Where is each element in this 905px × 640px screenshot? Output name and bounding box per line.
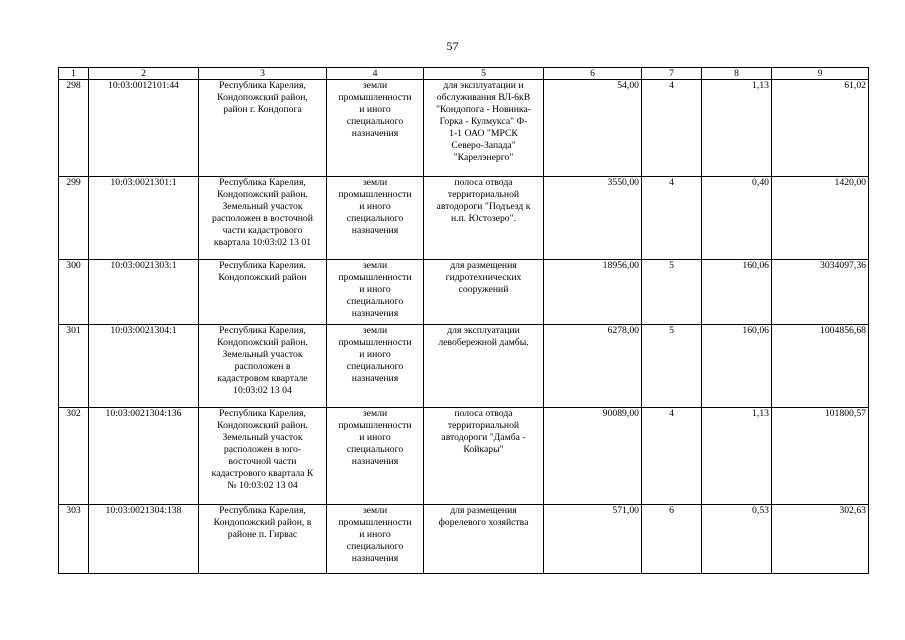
- land-category-cell: земли промышленности и иного специального назначения: [327, 408, 424, 505]
- area-cell: 3550,00: [544, 177, 642, 260]
- permitted-use-cell: для эксплуатации и обслуживания ВЛ-6кВ "Кондопога - Новинка- Горка - Кулмукса" Ф- 1-1 ОАО "МРСК Северо-Запада" "Карелэнерго": [424, 80, 544, 177]
- location-cell: Республика Карелия, Кондопожский район, в районе п. Гирвас: [199, 505, 327, 574]
- col8-cell: 0,40: [702, 177, 772, 260]
- table-row: [59, 505, 869, 574]
- col8-cell: 160,06: [702, 325, 772, 408]
- area-cell: 54,00: [544, 80, 642, 177]
- land-category-cell: земли промышленности и иного специального назначения: [327, 80, 424, 177]
- row-number: 303: [59, 505, 89, 574]
- cadastral-number: 10:03:0021303:1: [89, 260, 199, 325]
- cadastral-number: 10:03:0021304:1: [89, 325, 199, 408]
- cadastral-number: 10:03:0021304:136: [89, 408, 199, 505]
- col7-cell: 5: [642, 260, 702, 325]
- col7-cell: 4: [642, 408, 702, 505]
- land-registry-table: [58, 67, 869, 574]
- col9-cell: 302,63: [772, 505, 869, 574]
- table-row: [59, 408, 869, 505]
- land-category-cell: земли промышленности и иного специального назначения: [327, 260, 424, 325]
- col8-cell: 0,53: [702, 505, 772, 574]
- col9-cell: 3034097,36: [772, 260, 869, 325]
- table-row: [59, 325, 869, 408]
- land-category-cell: земли промышленности и иного специального назначения: [327, 177, 424, 260]
- permitted-use-cell: для размещения форелевого хозяйства: [424, 505, 544, 574]
- col7-cell: 5: [642, 325, 702, 408]
- col7-cell: 6: [642, 505, 702, 574]
- header-cell-5: 5: [424, 68, 544, 80]
- area-cell: 90089,00: [544, 408, 642, 505]
- col9-cell: 1420,00: [772, 177, 869, 260]
- table-row: [59, 177, 869, 260]
- col7-cell: 4: [642, 80, 702, 177]
- col8-cell: 160,06: [702, 260, 772, 325]
- table-row: [59, 80, 869, 177]
- row-number: 300: [59, 260, 89, 325]
- area-cell: 6278,00: [544, 325, 642, 408]
- col9-cell: 101800,57: [772, 408, 869, 505]
- land-category-cell: земли промышленности и иного специального назначения: [327, 505, 424, 574]
- col9-cell: 1004856,68: [772, 325, 869, 408]
- cadastral-number: 10:03:0021304:138: [89, 505, 199, 574]
- header-row: [59, 68, 869, 80]
- header-cell-4: 4: [327, 68, 424, 80]
- col7-cell: 4: [642, 177, 702, 260]
- permitted-use-cell: полоса отвода территориальной автодороги "Подъезд к н.п. Юстозеро".: [424, 177, 544, 260]
- location-cell: Республика Карелия, Кондопожский район, район г. Кондопога: [199, 80, 327, 177]
- permitted-use-cell: для эксплуатации левобережной дамбы.: [424, 325, 544, 408]
- permitted-use-cell: для размещения гидротехнических сооружений: [424, 260, 544, 325]
- col8-cell: 1,13: [702, 408, 772, 505]
- location-cell: Республика Карелия, Кондопожский район. Земельный участок расположен в юго- восточной части кадастрового квартала К № 10:03:02 13 04: [199, 408, 327, 505]
- header-cell-2: 2: [89, 68, 199, 80]
- land-category-cell: земли промышленности и иного специального назначения: [327, 325, 424, 408]
- location-cell: Республика Карелия. Кондопожский район: [199, 260, 327, 325]
- page-number: 57: [446, 39, 459, 53]
- header-cell-6: 6: [544, 68, 642, 80]
- row-number: 298: [59, 80, 89, 177]
- cadastral-number: 10:03:0012101:44: [89, 80, 199, 177]
- location-cell: Республика Карелия, Кондопожский район. Земельный участок расположен в кадастровом квартале 10:03:02 13 04: [199, 325, 327, 408]
- col9-cell: 61,02: [772, 80, 869, 177]
- cadastral-number: 10:03:0021301:1: [89, 177, 199, 260]
- area-cell: 571,00: [544, 505, 642, 574]
- header-cell-7: 7: [642, 68, 702, 80]
- header-cell-3: 3: [199, 68, 327, 80]
- col8-cell: 1,13: [702, 80, 772, 177]
- row-number: 302: [59, 408, 89, 505]
- header-cell-8: 8: [702, 68, 772, 80]
- row-number: 301: [59, 325, 89, 408]
- header-cell-9: 9: [772, 68, 869, 80]
- row-number: 299: [59, 177, 89, 260]
- header-cell-1: 1: [59, 68, 89, 80]
- table-row: [59, 260, 869, 325]
- location-cell: Республика Карелия, Кондопожский район. Земельный участок расположен в восточной части кадастрового квартала 10:03:02 13 01: [199, 177, 327, 260]
- area-cell: 18956,00: [544, 260, 642, 325]
- permitted-use-cell: полоса отвода территориальной автодороги "Дамба - Койкары": [424, 408, 544, 505]
